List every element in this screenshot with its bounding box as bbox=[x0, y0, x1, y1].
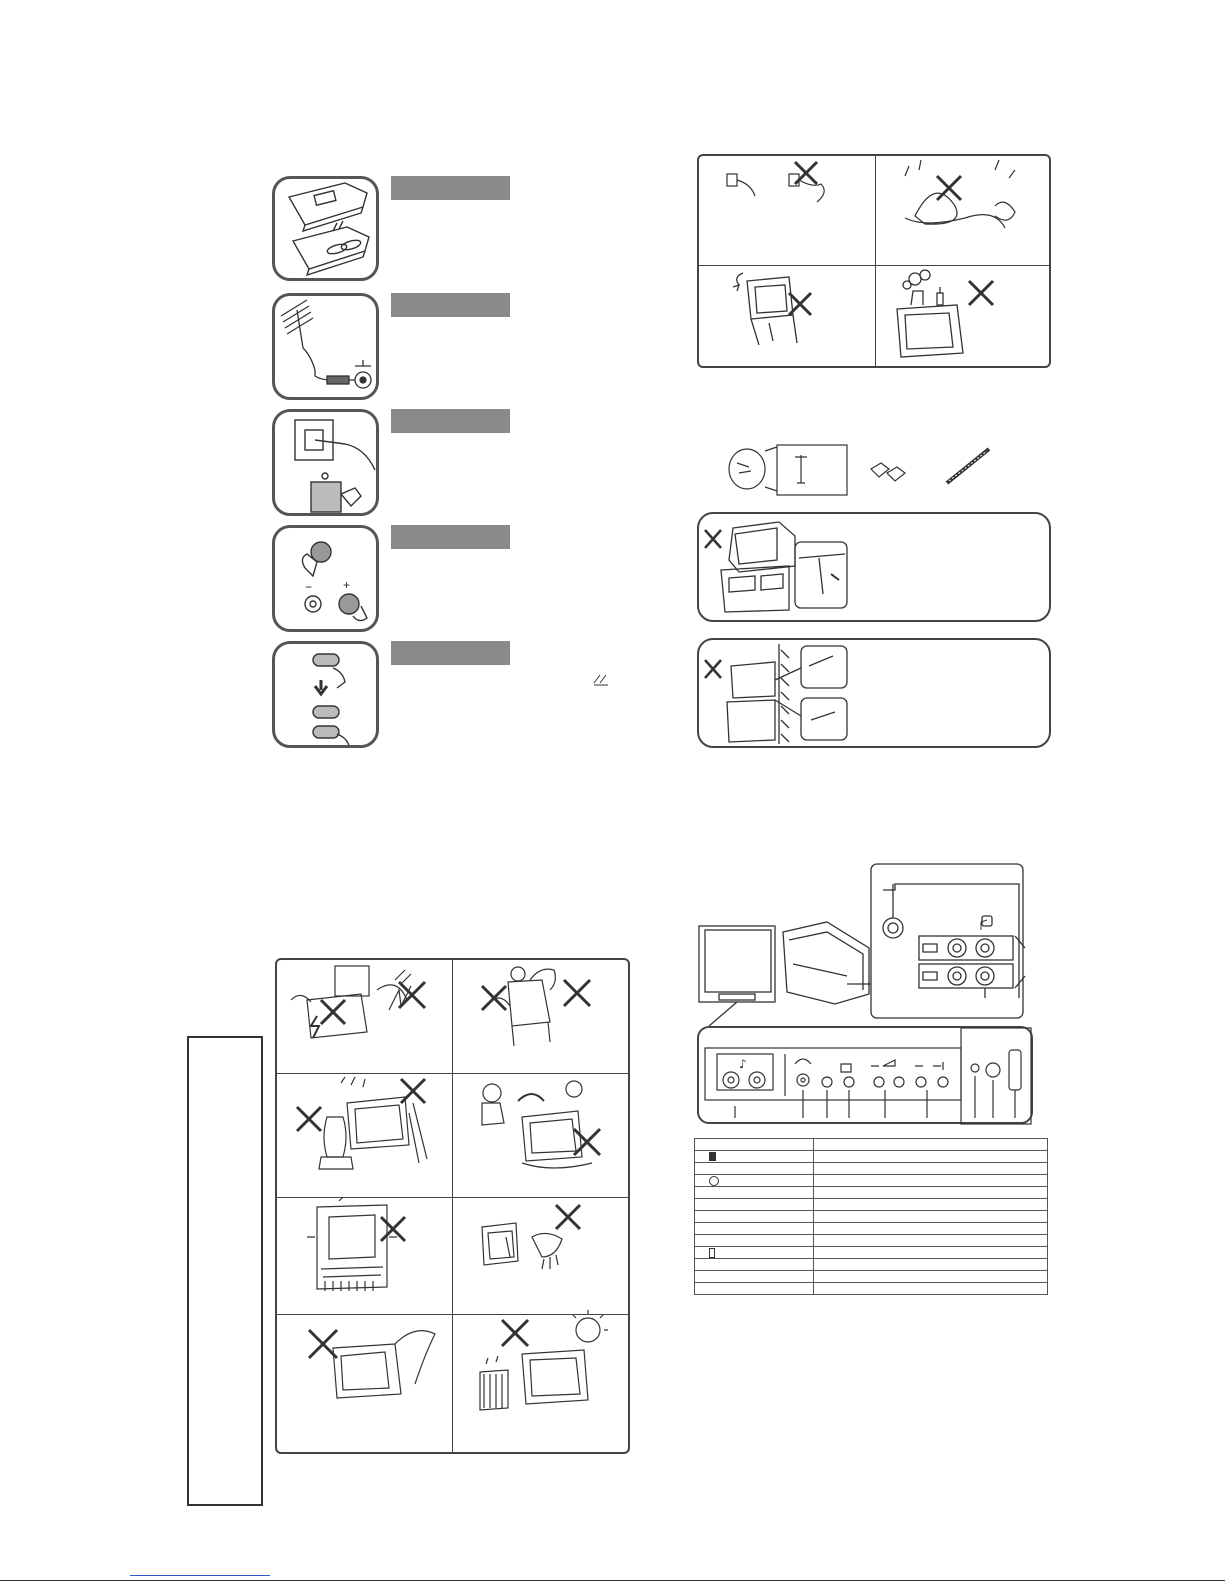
table-cell-label bbox=[695, 1247, 814, 1259]
table-cell-label bbox=[695, 1187, 814, 1199]
step-1-battery-illustration bbox=[272, 176, 379, 281]
table-row bbox=[695, 1247, 1048, 1259]
cleaning-warning-icon bbox=[452, 1197, 627, 1314]
table-cell-desc bbox=[814, 1271, 1048, 1283]
table-cell-desc bbox=[814, 1175, 1048, 1187]
table-row bbox=[695, 1211, 1048, 1223]
page-icon bbox=[709, 1152, 716, 1161]
step-2-header-bar bbox=[391, 293, 510, 317]
step-3-header-bar bbox=[391, 409, 510, 433]
ventilation-warning-icon bbox=[277, 1197, 452, 1314]
tv-wall-fix-icon bbox=[699, 640, 879, 746]
table-row bbox=[695, 1139, 1048, 1151]
table-cell-label bbox=[695, 1271, 814, 1283]
table-cell-desc bbox=[814, 1139, 1048, 1151]
safety-grid-top bbox=[697, 154, 1051, 368]
footer-rule bbox=[0, 1580, 1225, 1581]
table-cell-desc bbox=[814, 1283, 1048, 1295]
small-symbol-icon bbox=[592, 673, 612, 687]
table-cell-desc bbox=[814, 1199, 1048, 1211]
button-press-icon bbox=[275, 528, 379, 632]
timer-icon bbox=[709, 1176, 719, 1186]
table-row bbox=[695, 1175, 1048, 1187]
table-row bbox=[695, 1163, 1048, 1175]
table-row bbox=[695, 1199, 1048, 1211]
liquid-spill-warning-icon bbox=[452, 1073, 627, 1197]
table-cell-label bbox=[695, 1199, 814, 1211]
step-5-header-bar bbox=[391, 641, 510, 665]
table-cell-desc bbox=[814, 1235, 1048, 1247]
table-cell-label bbox=[695, 1211, 814, 1223]
tv-on-stand-icon bbox=[699, 514, 879, 618]
power-plug-icon bbox=[275, 412, 379, 516]
caution-side-box bbox=[187, 1036, 263, 1506]
table-row bbox=[695, 1151, 1048, 1163]
fixing-wall-panel bbox=[697, 638, 1051, 748]
moisture-warning-icon bbox=[277, 1073, 452, 1197]
heat-source-warning-icon bbox=[452, 1314, 627, 1452]
front-controls-icon bbox=[699, 1028, 1035, 1124]
table-cell-desc bbox=[814, 1247, 1048, 1259]
lightning-warning-icon bbox=[277, 960, 452, 1073]
table-cell-desc bbox=[814, 1223, 1048, 1235]
table-cell-label bbox=[695, 1151, 814, 1163]
fixing-parts-icon bbox=[727, 443, 1067, 505]
table-cell-label bbox=[695, 1175, 814, 1187]
table-cell-label bbox=[695, 1163, 814, 1175]
front-control-panel bbox=[697, 1026, 1033, 1124]
minus-label: − bbox=[305, 580, 313, 594]
music-note-glyph: ♪ bbox=[739, 1057, 747, 1071]
footer-link-underline[interactable] bbox=[130, 1575, 270, 1576]
step-4-header-bar bbox=[391, 525, 510, 549]
covering-warning-icon bbox=[277, 1314, 452, 1452]
table-row bbox=[695, 1283, 1048, 1295]
table-cell-desc bbox=[814, 1211, 1048, 1223]
table-cell-label bbox=[695, 1139, 814, 1151]
table-cell-desc bbox=[814, 1151, 1048, 1163]
plus-label: + bbox=[343, 578, 351, 592]
step-1-header-bar bbox=[391, 176, 510, 200]
cable-heat-warning-icon bbox=[875, 156, 1051, 265]
remote-battery-icon bbox=[275, 179, 379, 281]
safety-grid-bottom bbox=[275, 958, 630, 1454]
table-cell-desc bbox=[814, 1163, 1048, 1175]
pull-plug-warning-icon bbox=[699, 156, 875, 265]
volume-icon bbox=[709, 1248, 715, 1258]
table-row bbox=[695, 1259, 1048, 1271]
step-3-mains-illustration bbox=[272, 409, 379, 516]
objects-on-tv-warning-icon bbox=[875, 265, 1051, 370]
table-cell-label bbox=[695, 1235, 814, 1247]
antenna-icon bbox=[275, 296, 379, 400]
table-row bbox=[695, 1187, 1048, 1199]
fixing-stand-panel bbox=[697, 512, 1051, 622]
table-cell-label bbox=[695, 1223, 814, 1235]
program-buttons-icon bbox=[275, 644, 379, 748]
table-cell-desc bbox=[814, 1187, 1048, 1199]
table-cell-desc bbox=[814, 1259, 1048, 1271]
table-cell-label bbox=[695, 1283, 814, 1295]
table-row bbox=[695, 1223, 1048, 1235]
unstable-stand-warning-icon bbox=[699, 265, 875, 370]
table-row bbox=[695, 1271, 1048, 1283]
step-2-aerial-illustration bbox=[272, 293, 379, 400]
no-disassembly-warning-icon bbox=[452, 960, 627, 1073]
step-4-buttons-illustration bbox=[272, 525, 379, 632]
step-5-program-illustration bbox=[272, 641, 379, 748]
controls-table bbox=[694, 1138, 1048, 1295]
table-row bbox=[695, 1235, 1048, 1247]
table-cell-label bbox=[695, 1259, 814, 1271]
